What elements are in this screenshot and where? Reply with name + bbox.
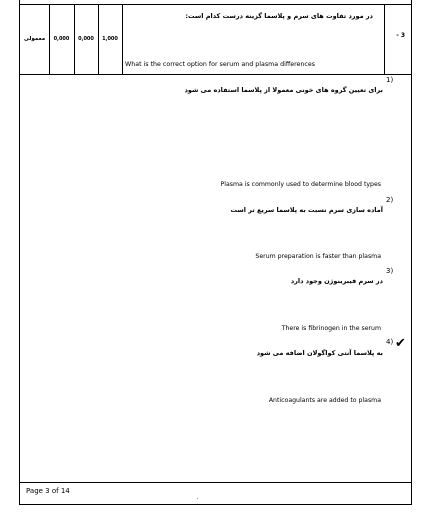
correct-answer-check-icon: ✔ bbox=[395, 336, 406, 351]
option-3-number: 3) bbox=[386, 267, 394, 275]
option-4-text-en[interactable]: Anticoagulants are added to plasma bbox=[268, 397, 381, 404]
question-text-en: What is the correct option for serum and plasma differences bbox=[125, 61, 316, 68]
score-cell-2: 0,000 bbox=[78, 36, 94, 42]
exam-page bbox=[19, 0, 412, 505]
option-2-text-en[interactable]: Serum preparation is faster than plasma bbox=[255, 253, 381, 260]
option-3-text-en[interactable]: There is fibrinogen in the serum bbox=[281, 325, 381, 332]
option-4-text-fa[interactable]: به پلاسما آنتی کواگولان اضافه می شود bbox=[256, 349, 383, 357]
option-2-text-fa[interactable]: آماده سازی سرم نسبت به پلاسما سریع تر است bbox=[230, 206, 383, 214]
option-4-number: 4) bbox=[386, 338, 394, 346]
option-3-text-fa[interactable]: در سرم فیبرینوژن وجود دارد bbox=[290, 277, 383, 285]
option-1-number: 1) bbox=[386, 76, 394, 84]
col-divider bbox=[122, 4, 123, 74]
page-number: Page 3 of 14 bbox=[26, 487, 70, 495]
table-bottom-border bbox=[20, 74, 411, 75]
score-cell-3: 1,000 bbox=[102, 36, 118, 42]
score-cell-1: 0,000 bbox=[53, 36, 70, 42]
question-text-fa: در مورد تفاوت های سرم و پلاسما گزینه درست کدام است: bbox=[185, 12, 373, 20]
option-2-number: 2) bbox=[386, 196, 394, 204]
option-1-text-fa[interactable]: برای تعیین گروه های خونی معمولا از پلاسما استفاده می شود bbox=[184, 86, 383, 94]
page-mark bbox=[197, 498, 198, 499]
difficulty-cell: معمولی bbox=[23, 36, 46, 42]
col-divider bbox=[384, 4, 385, 74]
question-number: 3 - bbox=[396, 32, 405, 39]
option-1-text-en[interactable]: Plasma is commonly used to determine blood types bbox=[220, 181, 381, 188]
footer-divider bbox=[20, 482, 411, 483]
